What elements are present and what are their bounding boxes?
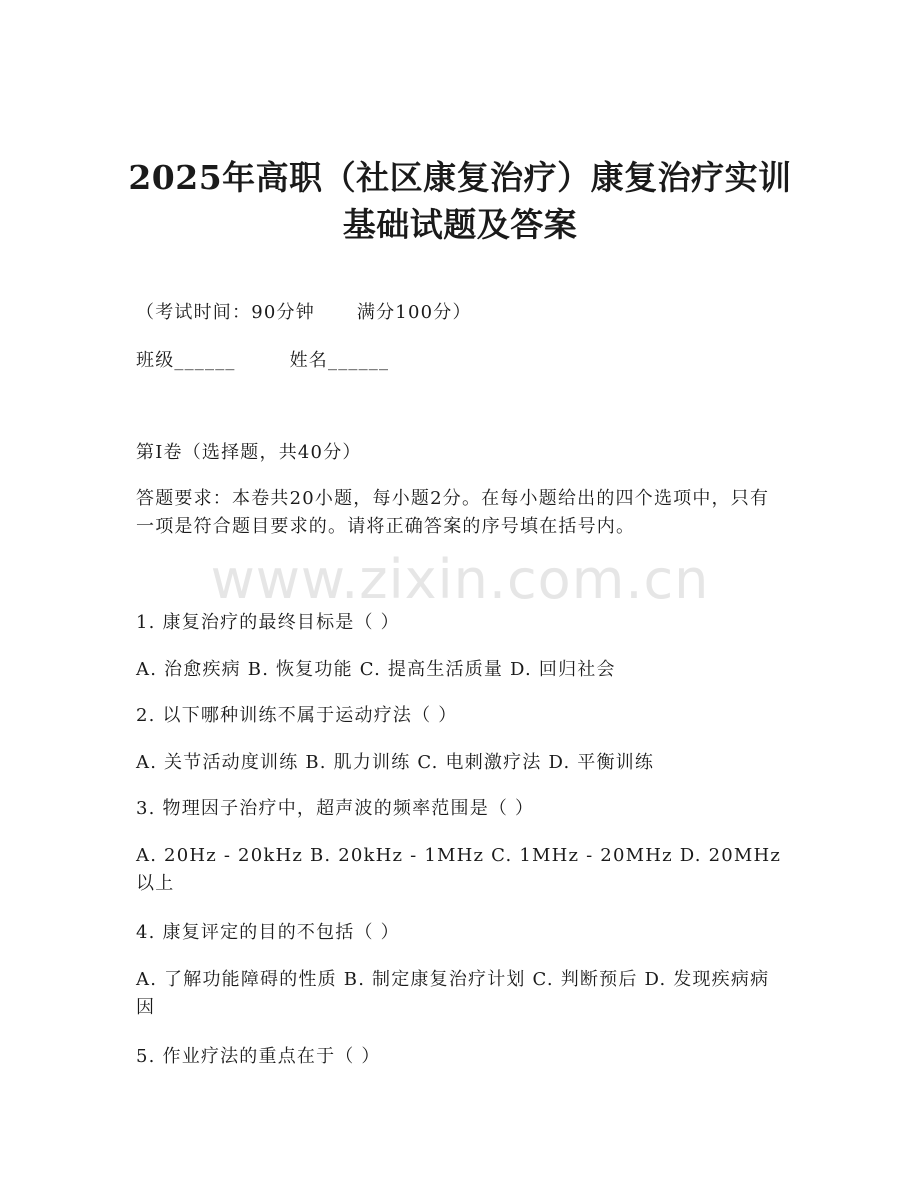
question-2-stem: 2. 以下哪种训练不属于运动疗法（ ） xyxy=(136,705,458,726)
question-2-options: A. 关节活动度训练 B. 肌力训练 C. 电刺激疗法 D. 平衡训练 xyxy=(136,752,655,773)
question-1-stem: 1. 康复治疗的最终目标是（ ） xyxy=(136,612,400,633)
exam-time: （考试时间：90分钟 xyxy=(136,302,315,323)
question-4-options: A. 了解功能障碍的性质 B. 制定康复治疗计划 C. 判断预后 D. 发现疾病病因 xyxy=(136,969,770,1018)
section-instructions: 答题要求：本卷共20小题，每小题2分。在每小题给出的四个选项中，只有一项是符合题目要求的。请将正确答案的序号填在括号内。 xyxy=(136,488,770,537)
class-field: 班级______ xyxy=(136,350,236,371)
exam-info xyxy=(136,300,786,326)
student-info xyxy=(136,348,786,374)
question-3-stem: 3. 物理因子治疗中，超声波的频率范围是（ ） xyxy=(136,798,535,819)
question-3-options: A. 20Hz - 20kHz B. 20kHz - 1MHz C. 1MHz - 20MHz D. 20MHz以上 xyxy=(136,845,782,894)
question-1-options: A. 治愈疾病 B. 恢复功能 C. 提高生活质量 D. 回归社会 xyxy=(136,659,616,680)
exam-full-score: 满分100分） xyxy=(356,302,472,323)
question-5-stem: 5. 作业疗法的重点在于（ ） xyxy=(136,1046,381,1067)
document-title-line2: 基础试题及答案 xyxy=(342,205,578,244)
watermark: www.zixin.com.cn xyxy=(210,548,710,611)
section-title: 第I卷（选择题，共40分） xyxy=(136,442,362,463)
name-field: 姓名______ xyxy=(289,350,390,371)
question-4-stem: 4. 康复评定的目的不包括（ ） xyxy=(136,922,400,943)
document-title-line1: 2025年高职（社区康复治疗）康复治疗实训 xyxy=(128,158,792,197)
